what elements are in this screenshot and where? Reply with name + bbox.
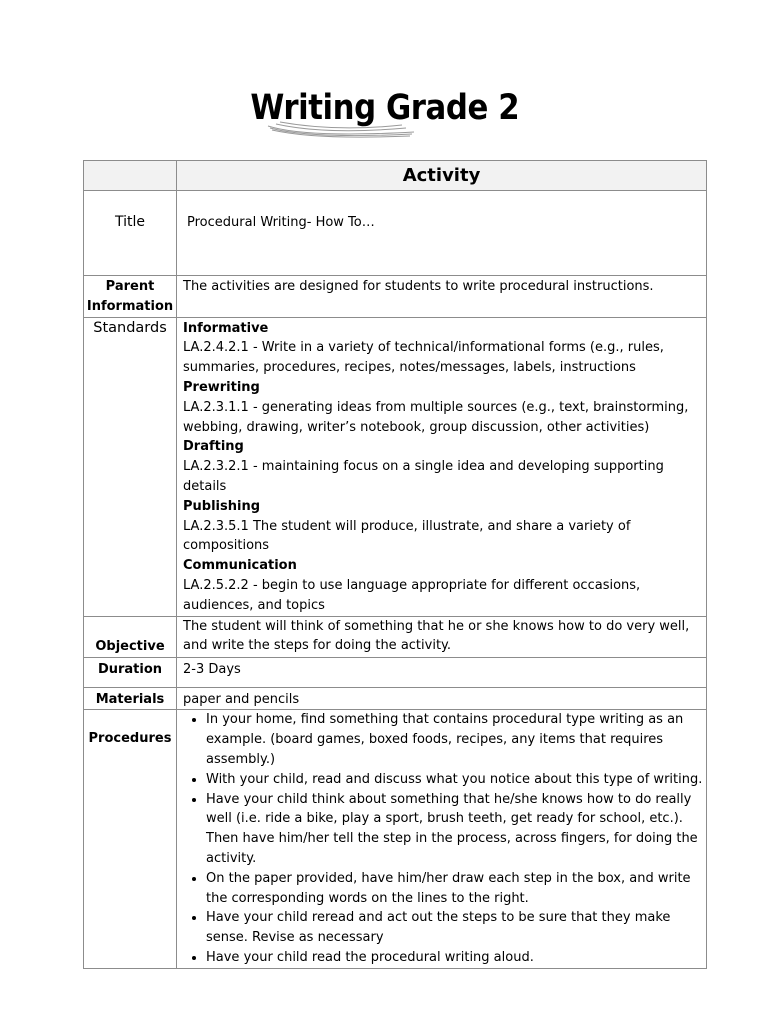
informative-text: LA.2.4.2.1 - Write in a variety of technical/informational forms (e.g., rules, summaries, procedures, recipes, notes/messages, labels, instructions [183,340,664,376]
prewriting-heading: Prewriting [183,379,260,395]
materials-value: paper and pencils [177,687,707,710]
communication-text: LA.2.5.2.2 - begin to use language appropriate for different occasions, audiences, and topics [183,577,641,613]
procedure-item: • Have your child reread and act out the steps to be sure that they make sense. Revise as necessary [206,908,704,948]
duration-label: Duration [84,657,177,687]
header-empty-cell [84,161,177,191]
duration-row [84,657,707,687]
activity-table [83,160,707,969]
title-row [84,191,707,276]
title-value: Procedural Writing- How To… [177,191,707,276]
publishing-text: LA.2.3.5.1 The student will produce, illustrate, and share a variety of compositions [183,518,631,554]
standards-label: Standards [84,317,177,616]
parent-label-line-2: Information [86,298,174,314]
title-label: Title [84,191,177,276]
materials-row [84,687,707,710]
procedures-row [84,710,707,968]
procedure-item: • Have your child think about something that he/she knows how to do really well (i.e. ride a bike, play a sport, brush teeth, get ready for school, etc.). Then have him/her tell the step in the process, across fingers, for doing the activity. [206,790,704,869]
drafting-text: LA.2.3.2.1 - maintaining focus on a single idea and developing supporting details [183,459,664,494]
parent-info-row [84,276,707,318]
activity-header: Activity [177,161,707,191]
table-header-row [84,161,707,191]
page-title [0,88,770,128]
parent-label-line-1: Parent [105,279,155,294]
procedures-list [183,710,704,967]
procedures-value [177,710,707,968]
publishing-heading: Publishing [183,498,261,514]
page-title-text: Writing Grade 2 [250,88,520,128]
procedure-item: • Have your child read the procedural writing aloud. [206,948,704,968]
objective-value: The student will think of something that he or she knows how to do very well, and write the steps for doing the activity. [177,616,707,657]
procedure-item: • With your child, read and discuss what you notice about this type of writing. [206,770,704,790]
objective-row [84,616,707,657]
parent-info-label [84,276,177,318]
procedure-item: • In your home, find something that contains procedural type writing as an example. (board games, boxed foods, recipes, any items that requires assembly.) [206,710,704,769]
procedures-label: Procedures [84,710,177,968]
communication-heading: Communication [183,558,297,574]
procedure-item: • On the paper provided, have him/her draw each step in the box, and write the corresponding words on the lines to the right. [206,869,704,909]
duration-value: 2-3 Days [177,657,707,687]
standards-value [177,317,707,616]
materials-label: Materials [84,687,177,710]
drafting-heading: Drafting [183,439,244,455]
objective-label: Objective [84,616,177,657]
parent-info-value: The activities are designed for students to write procedural instructions. [177,276,707,318]
standards-row [84,317,707,616]
informative-heading: Informative [183,320,269,336]
prewriting-text: LA.2.3.1.1 - generating ideas from multiple sources (e.g., text, brainstorming, webbing, drawing, writer’s notebook, group discussion, other activities) [183,399,689,435]
